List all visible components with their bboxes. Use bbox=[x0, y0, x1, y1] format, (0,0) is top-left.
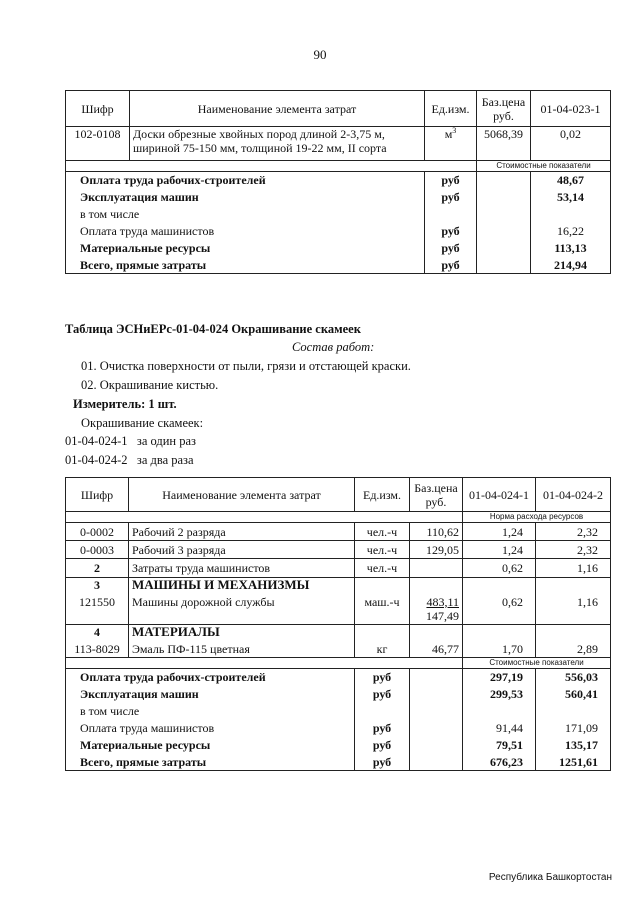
cost-name: Оплата труда машинистов bbox=[66, 720, 355, 737]
row-price bbox=[410, 559, 463, 578]
row-price: 46,77 bbox=[410, 642, 463, 658]
group-code: 4 bbox=[66, 625, 129, 642]
row-value-1: 1,24 bbox=[463, 523, 536, 541]
row-name: Рабочий 3 разряда bbox=[129, 541, 355, 559]
cost-value-1: 91,44 bbox=[463, 720, 536, 737]
cost-value bbox=[531, 206, 611, 223]
section-norm-label: Норма расхода ресурсов bbox=[463, 512, 611, 523]
table-row bbox=[66, 595, 611, 625]
row-value-2: 2,89 bbox=[536, 642, 611, 658]
cost-value-2: 556,03 bbox=[536, 669, 611, 686]
table-row bbox=[66, 559, 611, 578]
cost-value-1: 676,23 bbox=[463, 754, 536, 771]
row-value-2: 1,16 bbox=[536, 595, 611, 625]
row-code: 113-8029 bbox=[66, 642, 129, 658]
cost-row bbox=[66, 720, 611, 737]
footer-region: Республика Башкортостан bbox=[488, 872, 612, 883]
row-price: 110,62 bbox=[410, 523, 463, 541]
cost-value-1: 79,51 bbox=[463, 737, 536, 754]
table-01-04-023 bbox=[65, 90, 611, 274]
col-header-price: Баз.цена руб. bbox=[477, 91, 531, 127]
cost-unit: руб bbox=[355, 737, 410, 754]
cost-name: Всего, прямые затраты bbox=[66, 257, 425, 274]
table-row bbox=[66, 523, 611, 541]
row-code: 102-0108 bbox=[66, 127, 130, 161]
cost-empty bbox=[410, 669, 463, 686]
col-header-norm-1: 01-04-024-1 bbox=[463, 478, 536, 512]
table-title: Таблица ЭСНиЕРс-01-04-024 Окрашивание скамеек bbox=[65, 322, 361, 336]
cost-value-1 bbox=[463, 703, 536, 720]
row-value-1: 0,62 bbox=[463, 559, 536, 578]
row-value-1: 1,24 bbox=[463, 541, 536, 559]
row-unit: чел.-ч bbox=[355, 541, 410, 559]
cost-value-2: 1251,61 bbox=[536, 754, 611, 771]
group-row bbox=[66, 578, 611, 595]
cost-empty bbox=[477, 257, 531, 274]
group-row bbox=[66, 625, 611, 642]
section-cost-label: Стоимостные показатели bbox=[463, 658, 611, 669]
cost-empty bbox=[477, 223, 531, 240]
row-value-2: 2,32 bbox=[536, 523, 611, 541]
row-code: 2 bbox=[66, 559, 129, 578]
row-name: Машины дорожной службы bbox=[129, 595, 355, 625]
cost-row bbox=[66, 257, 611, 274]
variant-item: 01-04-024-1 за один раз bbox=[65, 434, 196, 448]
cost-empty bbox=[477, 189, 531, 206]
row-unit: $м^3$ bbox=[425, 127, 477, 161]
col-header-unit: Ед.изм. bbox=[355, 478, 410, 512]
cost-value-1: 299,53 bbox=[463, 686, 536, 703]
cost-value-2: 135,17 bbox=[536, 737, 611, 754]
cost-unit bbox=[425, 206, 477, 223]
row-value-1: 1,70 bbox=[463, 642, 536, 658]
cost-empty bbox=[477, 240, 531, 257]
cost-unit: руб bbox=[355, 754, 410, 771]
cost-empty bbox=[477, 206, 531, 223]
cost-empty bbox=[410, 754, 463, 771]
table-row bbox=[66, 127, 611, 161]
cost-value: 16,22 bbox=[531, 223, 611, 240]
col-header-name: Наименование элемента затрат bbox=[129, 478, 355, 512]
cost-name: Эксплуатация машин bbox=[66, 189, 425, 206]
cost-name: в том числе bbox=[66, 206, 425, 223]
cost-value-2: 560,41 bbox=[536, 686, 611, 703]
cost-value: 53,14 bbox=[531, 189, 611, 206]
group-name: МАШИНЫ И МЕХАНИЗМЫ bbox=[129, 578, 355, 595]
cost-unit: руб bbox=[425, 223, 477, 240]
cost-name: Оплата труда машинистов bbox=[66, 223, 425, 240]
cost-value: 214,94 bbox=[531, 257, 611, 274]
cost-unit: руб bbox=[355, 720, 410, 737]
cost-unit: руб bbox=[425, 240, 477, 257]
col-header-norm: 01-04-023-1 bbox=[531, 91, 611, 127]
cost-row bbox=[66, 206, 611, 223]
cost-empty bbox=[410, 686, 463, 703]
cost-row bbox=[66, 754, 611, 771]
section-cost-label: Стоимостные показатели bbox=[477, 161, 611, 172]
row-value-1: 0,62 bbox=[463, 595, 536, 625]
cost-value-1: 297,19 bbox=[463, 669, 536, 686]
row-unit: чел.-ч bbox=[355, 523, 410, 541]
row-value-2: 2,32 bbox=[536, 541, 611, 559]
col-header-code: Шифр bbox=[66, 91, 130, 127]
col-header-name: Наименование элемента затрат bbox=[130, 91, 425, 127]
cost-name: Материальные ресурсы bbox=[66, 240, 425, 257]
composition-item: 01. Очистка поверхности от пыли, грязи и отстающей краски. bbox=[81, 359, 411, 373]
group-code: 3 bbox=[66, 578, 129, 595]
cost-unit: руб bbox=[355, 669, 410, 686]
cost-value-2: 171,09 bbox=[536, 720, 611, 737]
cost-empty bbox=[477, 172, 531, 189]
cost-value: 113,13 bbox=[531, 240, 611, 257]
cost-unit: руб bbox=[425, 257, 477, 274]
cost-row bbox=[66, 240, 611, 257]
row-unit: чел.-ч bbox=[355, 559, 410, 578]
col-header-norm-2: 01-04-024-2 bbox=[536, 478, 611, 512]
cost-empty bbox=[410, 703, 463, 720]
cost-name: в том числе bbox=[66, 703, 355, 720]
table-01-04-024 bbox=[65, 477, 611, 771]
cost-row bbox=[66, 686, 611, 703]
cost-unit: руб bbox=[355, 686, 410, 703]
row-price: 483,11 147,49 bbox=[410, 595, 463, 625]
row-unit: маш.-ч bbox=[355, 595, 410, 625]
cost-row bbox=[66, 172, 611, 189]
row-code: 0-0002 bbox=[66, 523, 129, 541]
table-row bbox=[66, 541, 611, 559]
col-header-code: Шифр bbox=[66, 478, 129, 512]
cost-value: 48,67 bbox=[531, 172, 611, 189]
row-name: Эмаль ПФ-115 цветная bbox=[129, 642, 355, 658]
cost-name: Эксплуатация машин bbox=[66, 686, 355, 703]
variant-item: 01-04-024-2 за два раза bbox=[65, 453, 194, 467]
cost-name: Всего, прямые затраты bbox=[66, 754, 355, 771]
composition-item: 02. Окрашивание кистью. bbox=[81, 378, 219, 392]
table-row bbox=[66, 642, 611, 658]
row-name: Рабочий 2 разряда bbox=[129, 523, 355, 541]
row-unit: кг bbox=[355, 642, 410, 658]
row-price: 5068,39 bbox=[477, 127, 531, 161]
cost-unit: руб bbox=[425, 189, 477, 206]
cost-row bbox=[66, 737, 611, 754]
cost-name: Материальные ресурсы bbox=[66, 737, 355, 754]
cost-empty bbox=[410, 720, 463, 737]
cost-row bbox=[66, 703, 611, 720]
subject: Окрашивание скамеек: bbox=[81, 416, 204, 430]
composition-title: Состав работ: bbox=[292, 340, 375, 354]
cost-value-2 bbox=[536, 703, 611, 720]
cost-row bbox=[66, 669, 611, 686]
page-number: 90 bbox=[313, 47, 327, 62]
col-header-unit: Ед.изм. bbox=[425, 91, 477, 127]
row-name: Затраты труда машинистов bbox=[129, 559, 355, 578]
row-code: 121550 bbox=[66, 595, 129, 625]
cost-row bbox=[66, 223, 611, 240]
group-name: МАТЕРИАЛЫ bbox=[129, 625, 355, 642]
cost-row bbox=[66, 189, 611, 206]
cost-unit: руб bbox=[425, 172, 477, 189]
meter: Измеритель: 1 шт. bbox=[73, 397, 177, 411]
row-code: 0-0003 bbox=[66, 541, 129, 559]
cost-empty bbox=[410, 737, 463, 754]
cost-name: Оплата труда рабочих-строителей bbox=[66, 172, 425, 189]
row-value: 0,02 bbox=[531, 127, 611, 161]
cost-unit bbox=[355, 703, 410, 720]
row-price: 129,05 bbox=[410, 541, 463, 559]
row-name: Доски обрезные хвойных пород длиной 2-3,75 м, шириной 75-150 мм, толщиной 19-22 мм, II сорта bbox=[130, 127, 425, 161]
col-header-price: Баз.цена руб. bbox=[410, 478, 463, 512]
row-value-2: 1,16 bbox=[536, 559, 611, 578]
cost-name: Оплата труда рабочих-строителей bbox=[66, 669, 355, 686]
